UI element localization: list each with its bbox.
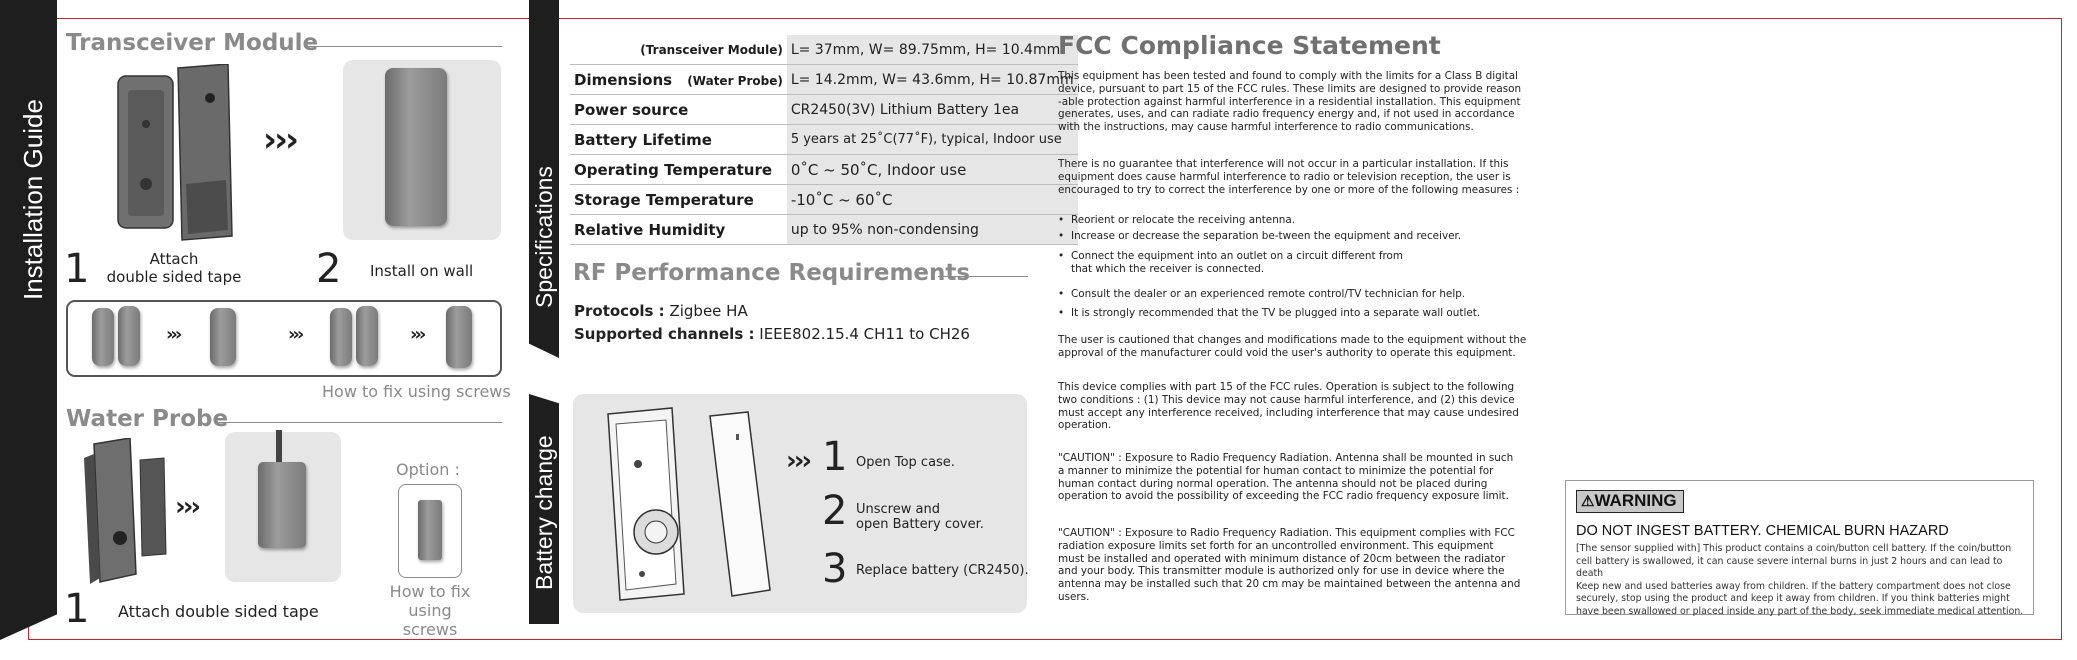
battery-step-3-number: 3 <box>822 546 848 592</box>
spec-row-probe <box>570 65 1078 95</box>
spec-value-storage-temp: -10˚C ~ 60˚C <box>787 185 1078 215</box>
fcc-bullet-4: • Consult the dealer or an experienced remote control/TV technician for help. <box>1058 288 1538 301</box>
fcc-paragraph-5: "CAUTION" : Exposure to Radio Frequency Radiation. Antenna shall be mounted in such a manner to minimize the potential for human contact to minimize the potential for human contact during normal operation. The antenna should not be placed during operation to avoid the possibility of exceeding the FCC radio frequency exposure limit. <box>1058 452 1514 503</box>
probe-option-label: Option : <box>396 460 460 479</box>
probe-device-image <box>258 462 306 548</box>
screw-arrow-1-icon: ››› <box>166 324 180 345</box>
spec-key-battery-life: Battery Lifetime <box>570 125 787 155</box>
rf-channels-value: IEEE802.15.4 CH11 to CH26 <box>759 325 970 343</box>
probe-exploded-illustration <box>80 438 168 586</box>
probe-option-device-image <box>418 500 442 560</box>
fcc-bullet-5: • It is strongly recommended that the TV be plugged into a separate wall outlet. <box>1058 307 1538 320</box>
rf-channels <box>574 325 970 343</box>
transceiver-step-2-number: 2 <box>316 246 342 292</box>
fcc-paragraph-1: This equipment has been tested and found to comply with the limits for a Class B digital device, pursuant to part 15 of the FCC rules. These limits are designed to provide reason -able protection against harmful interference in a residential installation. This equipment generates, uses, and can radiate radio frequency energy and, if not used in accordance with the instructions, may cause harmful interference to radio communications. <box>1058 70 1522 134</box>
screw-step-3b-image <box>356 306 378 366</box>
installation-banner-label: Installation Guide <box>18 99 48 300</box>
spec-key-dimensions-label: Dimensions <box>574 70 673 89</box>
rf-rule <box>938 276 1028 277</box>
spec-row-transceiver <box>570 35 1078 65</box>
rf-title: RF Performance Requirements <box>573 260 971 286</box>
spec-key-transceiver: (Transceiver Module) <box>570 35 787 65</box>
transceiver-device-image <box>385 68 447 226</box>
screws-caption: How to fix using screws <box>322 382 511 401</box>
probe-step-1-number: 1 <box>64 586 90 632</box>
warning-triangle-icon: ⚠ <box>1581 493 1595 510</box>
transceiver-arrow-icon: ››› <box>263 120 297 160</box>
fcc-paragraph-3: The user is cautioned that changes and modifications made to the equipment without the approval of the manufacturer could void the user's authority to operate this equipment. <box>1058 334 1527 359</box>
transceiver-rule <box>304 46 502 47</box>
rf-channels-label: Supported channels : <box>574 325 755 343</box>
fcc-bullet-2: • Increase or decrease the separation be-tween the equipment and receiver. <box>1058 230 1538 243</box>
battery-step-2-text: Unscrew and open Battery cover. <box>856 502 984 532</box>
spec-row-operating-temp <box>570 155 1078 185</box>
spec-key-operating-temp: Operating Temperature <box>570 155 787 185</box>
spec-row-storage-temp <box>570 185 1078 215</box>
spec-value-transceiver: L= 37mm, W= 89.75mm, H= 10.4mm <box>787 35 1078 65</box>
spec-value-humidity: up to 95% non-condensing <box>787 215 1078 245</box>
battery-step-2-number: 2 <box>822 488 848 534</box>
probe-option-caption: How to fix using screws <box>389 582 471 639</box>
installation-banner <box>0 0 57 640</box>
battery-step-3-text: Replace battery (CR2450). <box>856 563 1029 578</box>
transceiver-exploded-illustration <box>108 64 243 246</box>
battery-step-1-text: Open Top case. <box>856 455 955 470</box>
spec-key-dimensions <box>570 65 787 95</box>
spec-key-humidity: Relative Humidity <box>570 215 787 245</box>
battery-open-case-illustration <box>598 404 788 604</box>
probe-step-1-caption: Attach double sided tape <box>118 602 319 621</box>
spec-value-operating-temp: 0˚C ~ 50˚C, Indoor use <box>787 155 1078 185</box>
rf-protocols-label: Protocols : <box>574 302 665 320</box>
spec-value-power: CR2450(3V) Lithium Battery 1ea <box>787 95 1078 125</box>
fcc-paragraph-4: This device complies with part 15 of the FCC rules. Operation is subject to the following two conditions : (1) This device may not cause harmful interference, and (2) this device must accept any interference received, including interference that may cause undesired operation. <box>1058 381 1519 432</box>
probe-cable-image <box>276 430 282 464</box>
spec-row-battery-life <box>570 125 1078 155</box>
warning-tag <box>1576 490 1684 513</box>
transceiver-step-2-caption: Install on wall <box>370 262 474 280</box>
spec-row-humidity <box>570 215 1078 245</box>
fcc-bullet-3: • Connect the equipment into an outlet on a circuit different from that which the receiver is connected. <box>1058 250 1538 276</box>
transceiver-step-1-caption: Attach double sided tape <box>106 250 242 286</box>
screw-step-1-image <box>92 308 114 366</box>
screw-arrow-3-icon: ››› <box>410 324 424 345</box>
screw-step-4-image <box>446 306 472 368</box>
probe-title: Water Probe <box>66 406 229 432</box>
battery-arrow-icon: ››› <box>786 446 810 476</box>
spec-table <box>570 35 1078 245</box>
battery-banner-label: Battery change <box>531 435 557 590</box>
specifications-banner-label: Specifications <box>531 166 557 308</box>
spec-value-probe: L= 14.2mm, W= 43.6mm, H= 10.87mm <box>787 65 1078 95</box>
warning-body: [The sensor supplied with] This product contains a coin/button cell battery. If the coin/button cell battery is swallowed, it can cause severe internal burns in just 2 hours and can lead to death Keep new and used batteries away from children. If the battery compartment does not close securely, stop using the product and keep it away from children. If you think batteries might have been swallowed or placed inside any part of the body, seek immediate medical attention. <box>1576 543 2024 617</box>
probe-arrow-icon: ››› <box>175 492 199 522</box>
fcc-paragraph-6: "CAUTION" : Exposure to Radio Frequency Radiation. This equipment complies with FCC radiation exposure limits set forth for an uncontrolled environment. This equipment must be installed and operated with minimum distance of 20cm between the radiator and your body. This transmitter module is authorized only for use in device where the antenna may be installed such that 20 cm may be maintained between the antenna and users. <box>1058 527 1521 603</box>
warning-tag-label: WARNING <box>1594 491 1677 510</box>
rf-protocols-value: Zigbee HA <box>669 302 748 320</box>
warning-headline: DO NOT INGEST BATTERY. CHEMICAL BURN HAZARD <box>1576 523 1949 539</box>
probe-rule <box>218 422 502 423</box>
fcc-bullet-1: • Reorient or relocate the receiving antenna. <box>1058 214 1538 227</box>
spec-key-power: Power source <box>570 95 787 125</box>
screw-step-3-image <box>330 308 352 366</box>
spec-value-battery-life: 5 years at 25˚C(77˚F), typical, Indoor use <box>787 125 1078 155</box>
transceiver-step-1-number: 1 <box>64 246 90 292</box>
screw-step-1b-image <box>118 306 140 366</box>
rf-protocols <box>574 302 748 320</box>
fcc-paragraph-2: There is no guarantee that interference will not occur in a particular installation. If this equipment does cause harmful interference to radio or television reception, the user is encouraged to try to correct the interference by one or more of the following measures : <box>1058 158 1520 196</box>
screw-step-2-image <box>210 308 236 366</box>
screw-arrow-2-icon: ››› <box>288 324 302 345</box>
fcc-title: FCC Compliance Statement <box>1058 31 1441 60</box>
spec-key-probe-sub: (Water Probe) <box>687 73 783 88</box>
battery-step-1-number: 1 <box>822 434 848 480</box>
spec-row-power <box>570 95 1078 125</box>
spec-key-storage-temp: Storage Temperature <box>570 185 787 215</box>
transceiver-title: Transceiver Module <box>66 30 319 56</box>
warning-box <box>1565 480 2034 615</box>
